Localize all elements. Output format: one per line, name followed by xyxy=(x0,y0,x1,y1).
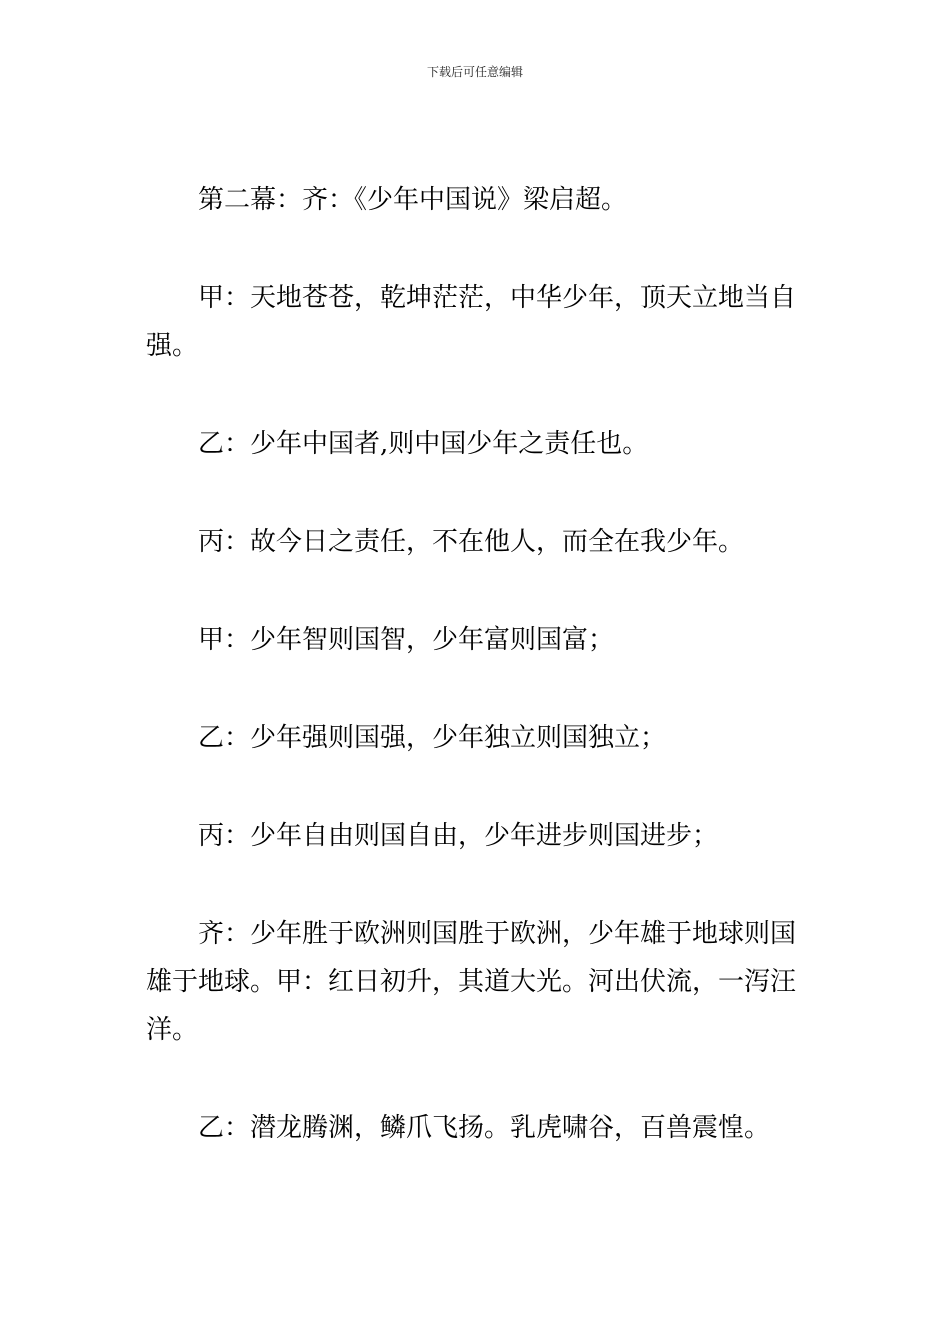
paragraph-9: 乙：潜龙腾渊，鳞爪飞扬。乳虎啸谷，百兽震惶。 xyxy=(198,1113,771,1143)
document-body xyxy=(146,176,814,1202)
paragraph-4: 丙：故今日之责任，不在他人，而全在我少年。 xyxy=(198,527,745,557)
page-header: 下载后可任意编辑 xyxy=(426,65,523,79)
paragraph-1: 第二幕：齐：《少年中国说》梁启超。 xyxy=(198,185,628,215)
paragraph-5: 甲：少年智则国智，少年富则国富； xyxy=(198,625,615,655)
paragraph-3: 乙：少年中国者,则中国少年之责任也。 xyxy=(198,429,649,459)
paragraph-2: 甲：天地苍苍，乾坤茫茫，中华少年，顶天立地当自强。 xyxy=(146,283,797,361)
paragraph-6: 乙：少年强则国强，少年独立则国独立； xyxy=(198,723,667,753)
paragraph-7: 丙：少年自由则国自由，少年进步则国进步； xyxy=(198,821,719,851)
paragraph-8: 齐：少年胜于欧洲则国胜于欧洲，少年雄于地球则国雄于地球。甲：红日初升，其道大光。河出伏流，一泻汪洋。 xyxy=(146,919,797,1045)
